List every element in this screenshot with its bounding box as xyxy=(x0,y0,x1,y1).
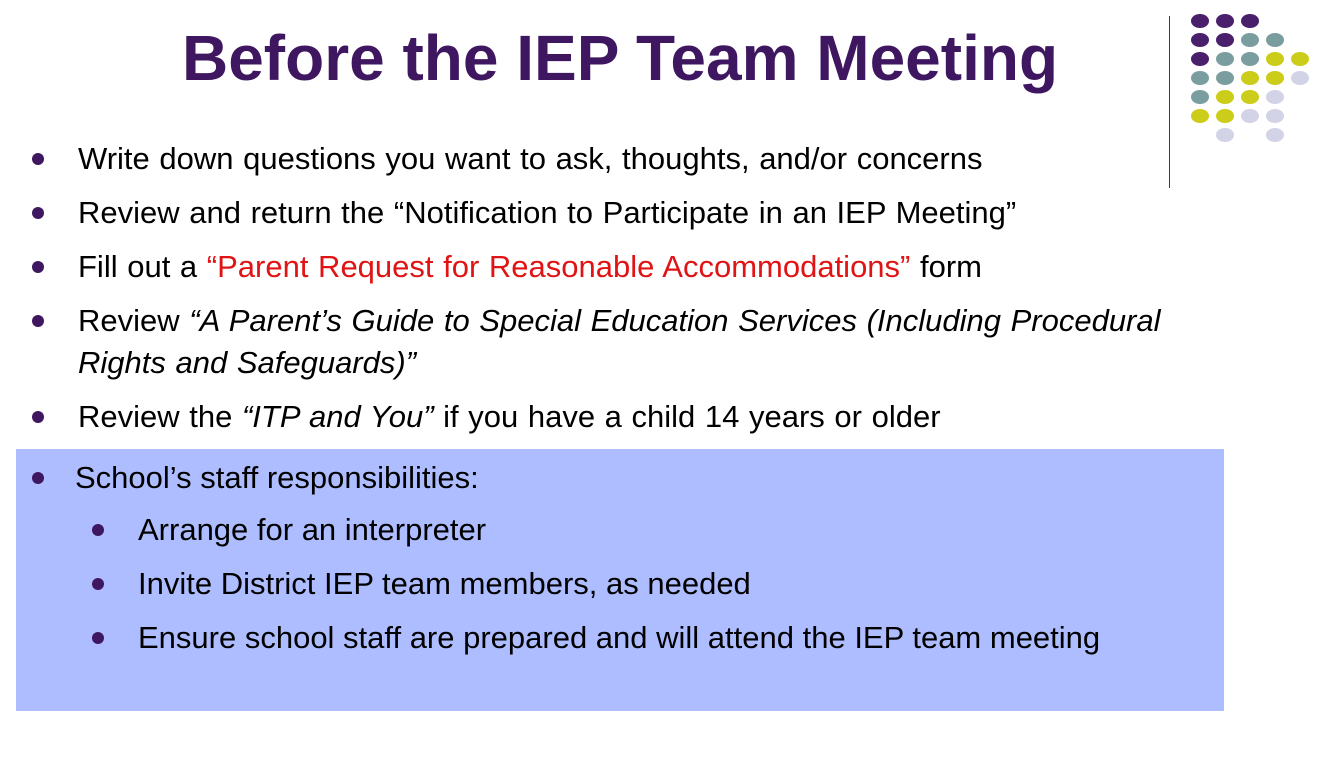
decorative-dot xyxy=(1266,33,1284,47)
parent-guide-title: “A Parent’s Guide to Special Education Services (Including Procedural Rights and Safeguards)” xyxy=(78,303,1161,380)
list-item xyxy=(0,192,1220,234)
list-item-prefix: Fill out a xyxy=(78,249,207,284)
list-item-prefix: Review the xyxy=(78,399,242,434)
decorative-dot xyxy=(1291,71,1309,85)
list-item xyxy=(16,617,1216,659)
decorative-dot xyxy=(1241,52,1259,66)
decorative-dot xyxy=(1266,128,1284,142)
decorative-dot xyxy=(1191,71,1209,85)
decorative-dot xyxy=(1266,71,1284,85)
staff-responsibilities-box xyxy=(16,449,1224,711)
list-item xyxy=(0,246,1220,288)
list-item-text: Write down questions you want to ask, thoughts, and/or concerns xyxy=(78,141,983,176)
decorative-dot xyxy=(1216,109,1234,123)
bullet-icon xyxy=(32,315,44,327)
list-item-suffix: if you have a child 14 years or older xyxy=(433,399,941,434)
list-item-prefix: Review xyxy=(78,303,190,338)
bullet-icon xyxy=(92,524,104,536)
decorative-dot xyxy=(1191,33,1209,47)
list-item-text: Review and return the “Notification to Participate in an IEP Meeting” xyxy=(78,195,1017,230)
slide-title: Before the IEP Team Meeting xyxy=(181,22,1059,94)
decorative-dot xyxy=(1291,52,1309,66)
decorative-dot xyxy=(1241,90,1259,104)
list-item xyxy=(0,396,1220,438)
decorative-dot xyxy=(1191,52,1209,66)
decorative-dot xyxy=(1216,90,1234,104)
decorative-dot xyxy=(1266,109,1284,123)
list-item-suffix: form xyxy=(910,249,982,284)
decorative-dot xyxy=(1216,52,1234,66)
decorative-dot xyxy=(1266,52,1284,66)
list-item-text: Arrange for an interpreter xyxy=(138,512,487,547)
itp-guide-title: “ITP and You” xyxy=(241,399,434,434)
bullet-icon xyxy=(92,632,104,644)
decorative-dot xyxy=(1216,14,1234,28)
bullet-icon xyxy=(32,411,44,423)
decorative-dot xyxy=(1216,71,1234,85)
decorative-dot xyxy=(1216,33,1234,47)
decorative-dot xyxy=(1266,90,1284,104)
bullet-icon xyxy=(92,578,104,590)
decorative-dot xyxy=(1191,109,1209,123)
bullet-icon xyxy=(32,207,44,219)
parent-checklist xyxy=(0,138,1220,450)
decorative-dot xyxy=(1241,71,1259,85)
accommodations-form-title: “Parent Request for Reasonable Accommodations” xyxy=(206,249,911,284)
list-item xyxy=(16,509,1216,551)
staff-responsibilities-heading xyxy=(16,457,479,499)
bullet-icon xyxy=(32,472,44,484)
decorative-dot xyxy=(1191,90,1209,104)
list-item xyxy=(16,563,1216,605)
list-item xyxy=(0,138,1220,180)
bullet-icon xyxy=(32,261,44,273)
heading-text: School’s staff responsibilities: xyxy=(75,460,479,495)
list-item-text: Ensure school staff are prepared and will attend the IEP team meeting xyxy=(138,620,1101,655)
decorative-dot xyxy=(1241,109,1259,123)
staff-responsibilities-list xyxy=(16,509,1216,671)
decorative-dot xyxy=(1241,14,1259,28)
decorative-dot xyxy=(1191,14,1209,28)
decorative-dot xyxy=(1241,33,1259,47)
list-item-text: Invite District IEP team members, as needed xyxy=(138,566,751,601)
bullet-icon xyxy=(32,153,44,165)
list-item xyxy=(0,300,1220,384)
